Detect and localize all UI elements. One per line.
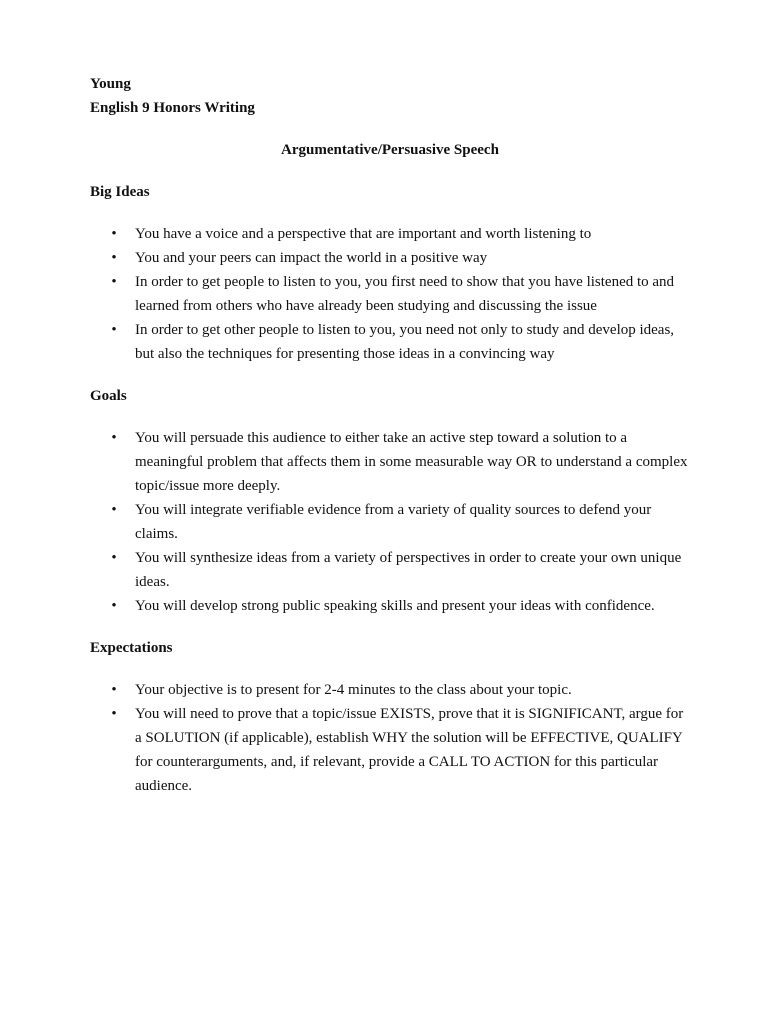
expectations-list [90, 678, 690, 798]
list-item-text: You will develop strong public speaking skills and present your ideas with confidence. [135, 598, 655, 614]
list-item [90, 318, 690, 366]
list-item [90, 246, 690, 270]
bullet-icon: • [111, 250, 117, 266]
list-item [90, 594, 690, 618]
document-page [90, 72, 690, 798]
big-ideas-list [90, 222, 690, 366]
section-heading-expectations: Expectations [90, 640, 173, 656]
bullet-icon: • [111, 226, 117, 242]
list-item-text: You have a voice and a perspective that are important and worth listening to [135, 226, 592, 242]
bullet-icon: • [111, 430, 117, 446]
list-item-text: You and your peers can impact the world in a positive way [135, 250, 488, 266]
list-item [90, 426, 690, 498]
list-item [90, 270, 690, 318]
author-name: Young [90, 76, 131, 92]
course-name: English 9 Honors Writing [90, 100, 255, 116]
list-item [90, 678, 690, 702]
list-item-text: You will persuade this audience to either take an active step toward a solution to a meaningful problem that affects them in some measurable way OR to understand a complex topic/issue more deeply. [135, 430, 688, 494]
list-item [90, 222, 690, 246]
list-item-text: You will integrate verifiable evidence from a variety of quality sources to defend your claims. [135, 502, 652, 542]
bullet-icon: • [111, 550, 117, 566]
section-heading-goals: Goals [90, 388, 127, 404]
list-item-text: You will need to prove that a topic/issue EXISTS, prove that it is SIGNIFICANT, argue for a SOLUTION (if applicable), establish WHY the solution will be EFFECTIVE, QUALIFY for counterarguments, and, if relevant, provide a CALL TO ACTION for this particular audience. [135, 706, 684, 794]
bullet-icon: • [111, 502, 117, 518]
list-item [90, 546, 690, 594]
list-item [90, 498, 690, 546]
bullet-icon: • [111, 274, 117, 290]
list-item-text: In order to get other people to listen to you, you need not only to study and develop ideas, but also the techniques for presenting those ideas in a convincing way [135, 322, 675, 362]
bullet-icon: • [111, 682, 117, 698]
bullet-icon: • [111, 598, 117, 614]
section-heading-big-ideas: Big Ideas [90, 184, 150, 200]
bullet-icon: • [111, 706, 117, 722]
document-title: Argumentative/Persuasive Speech [281, 142, 499, 158]
list-item [90, 702, 690, 798]
goals-list [90, 426, 690, 618]
bullet-icon: • [111, 322, 117, 338]
list-item-text: Your objective is to present for 2-4 minutes to the class about your topic. [135, 682, 572, 698]
list-item-text: You will synthesize ideas from a variety of perspectives in order to create your own unique ideas. [135, 550, 682, 590]
list-item-text: In order to get people to listen to you, you first need to show that you have listened to and learned from others who have already been studying and discussing the issue [135, 274, 675, 314]
